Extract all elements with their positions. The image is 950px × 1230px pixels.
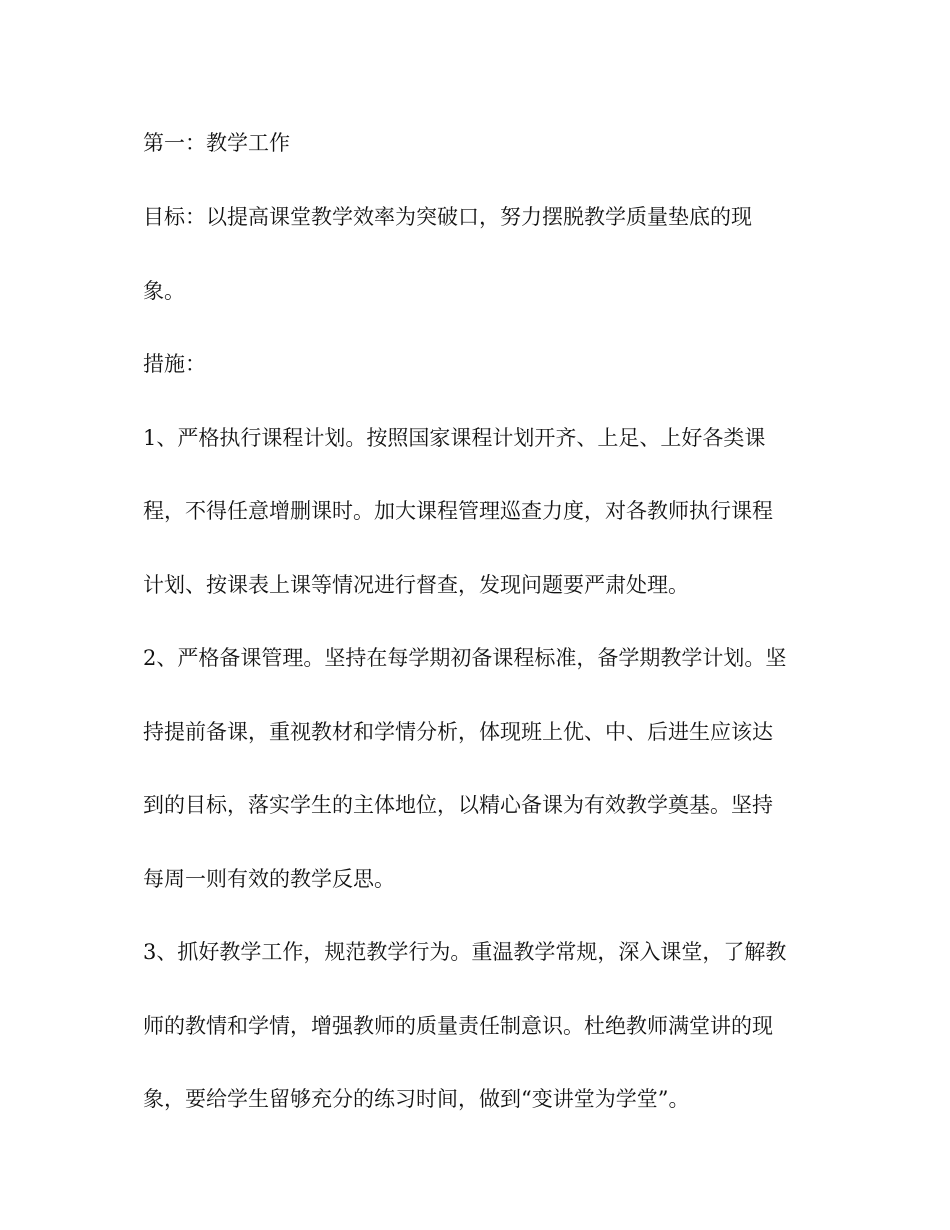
- section-heading: 第一：教学工作: [143, 131, 290, 155]
- measure-2-line-4: 每周一则有效的教学反思。: [143, 867, 395, 891]
- measure-1-line-1: 1、严格执行课程计划。按照国家课程计划开齐、上足、上好各类课: [143, 426, 766, 450]
- measure-3-line-2: 师的教情和学情，增强教师的质量责任制意识。杜绝教师满堂讲的现: [143, 1014, 773, 1038]
- measures-heading: 措施：: [143, 352, 206, 376]
- measure-2-line-3: 到的目标，落实学生的主体地位，以精心备课为有效教学奠基。坚持: [143, 793, 773, 817]
- goal-line-continued: 象。: [143, 279, 185, 303]
- measure-2-line-2: 持提前备课，重视教材和学情分析，体现班上优、中、后进生应该达: [143, 720, 773, 744]
- measure-2-line-1: 2、严格备课管理。坚持在每学期初备课程标准，备学期教学计划。坚: [143, 646, 787, 670]
- measure-3-line-3: 象，要给学生留够充分的练习时间，做到“变讲堂为学堂”。: [143, 1087, 690, 1111]
- measure-1-line-2: 程，不得任意增删课时。加大课程管理巡查力度，对各教师执行课程: [143, 499, 773, 523]
- goal-line: 目标：以提高课堂教学效率为突破口，努力摆脱教学质量垫底的现: [143, 205, 752, 229]
- measure-3-line-1: 3、抓好教学工作，规范教学行为。重温教学常规，深入课堂，了解教: [143, 940, 787, 964]
- measure-1-line-3: 计划、按课表上课等情况进行督查，发现问题要严肃处理。: [143, 573, 689, 597]
